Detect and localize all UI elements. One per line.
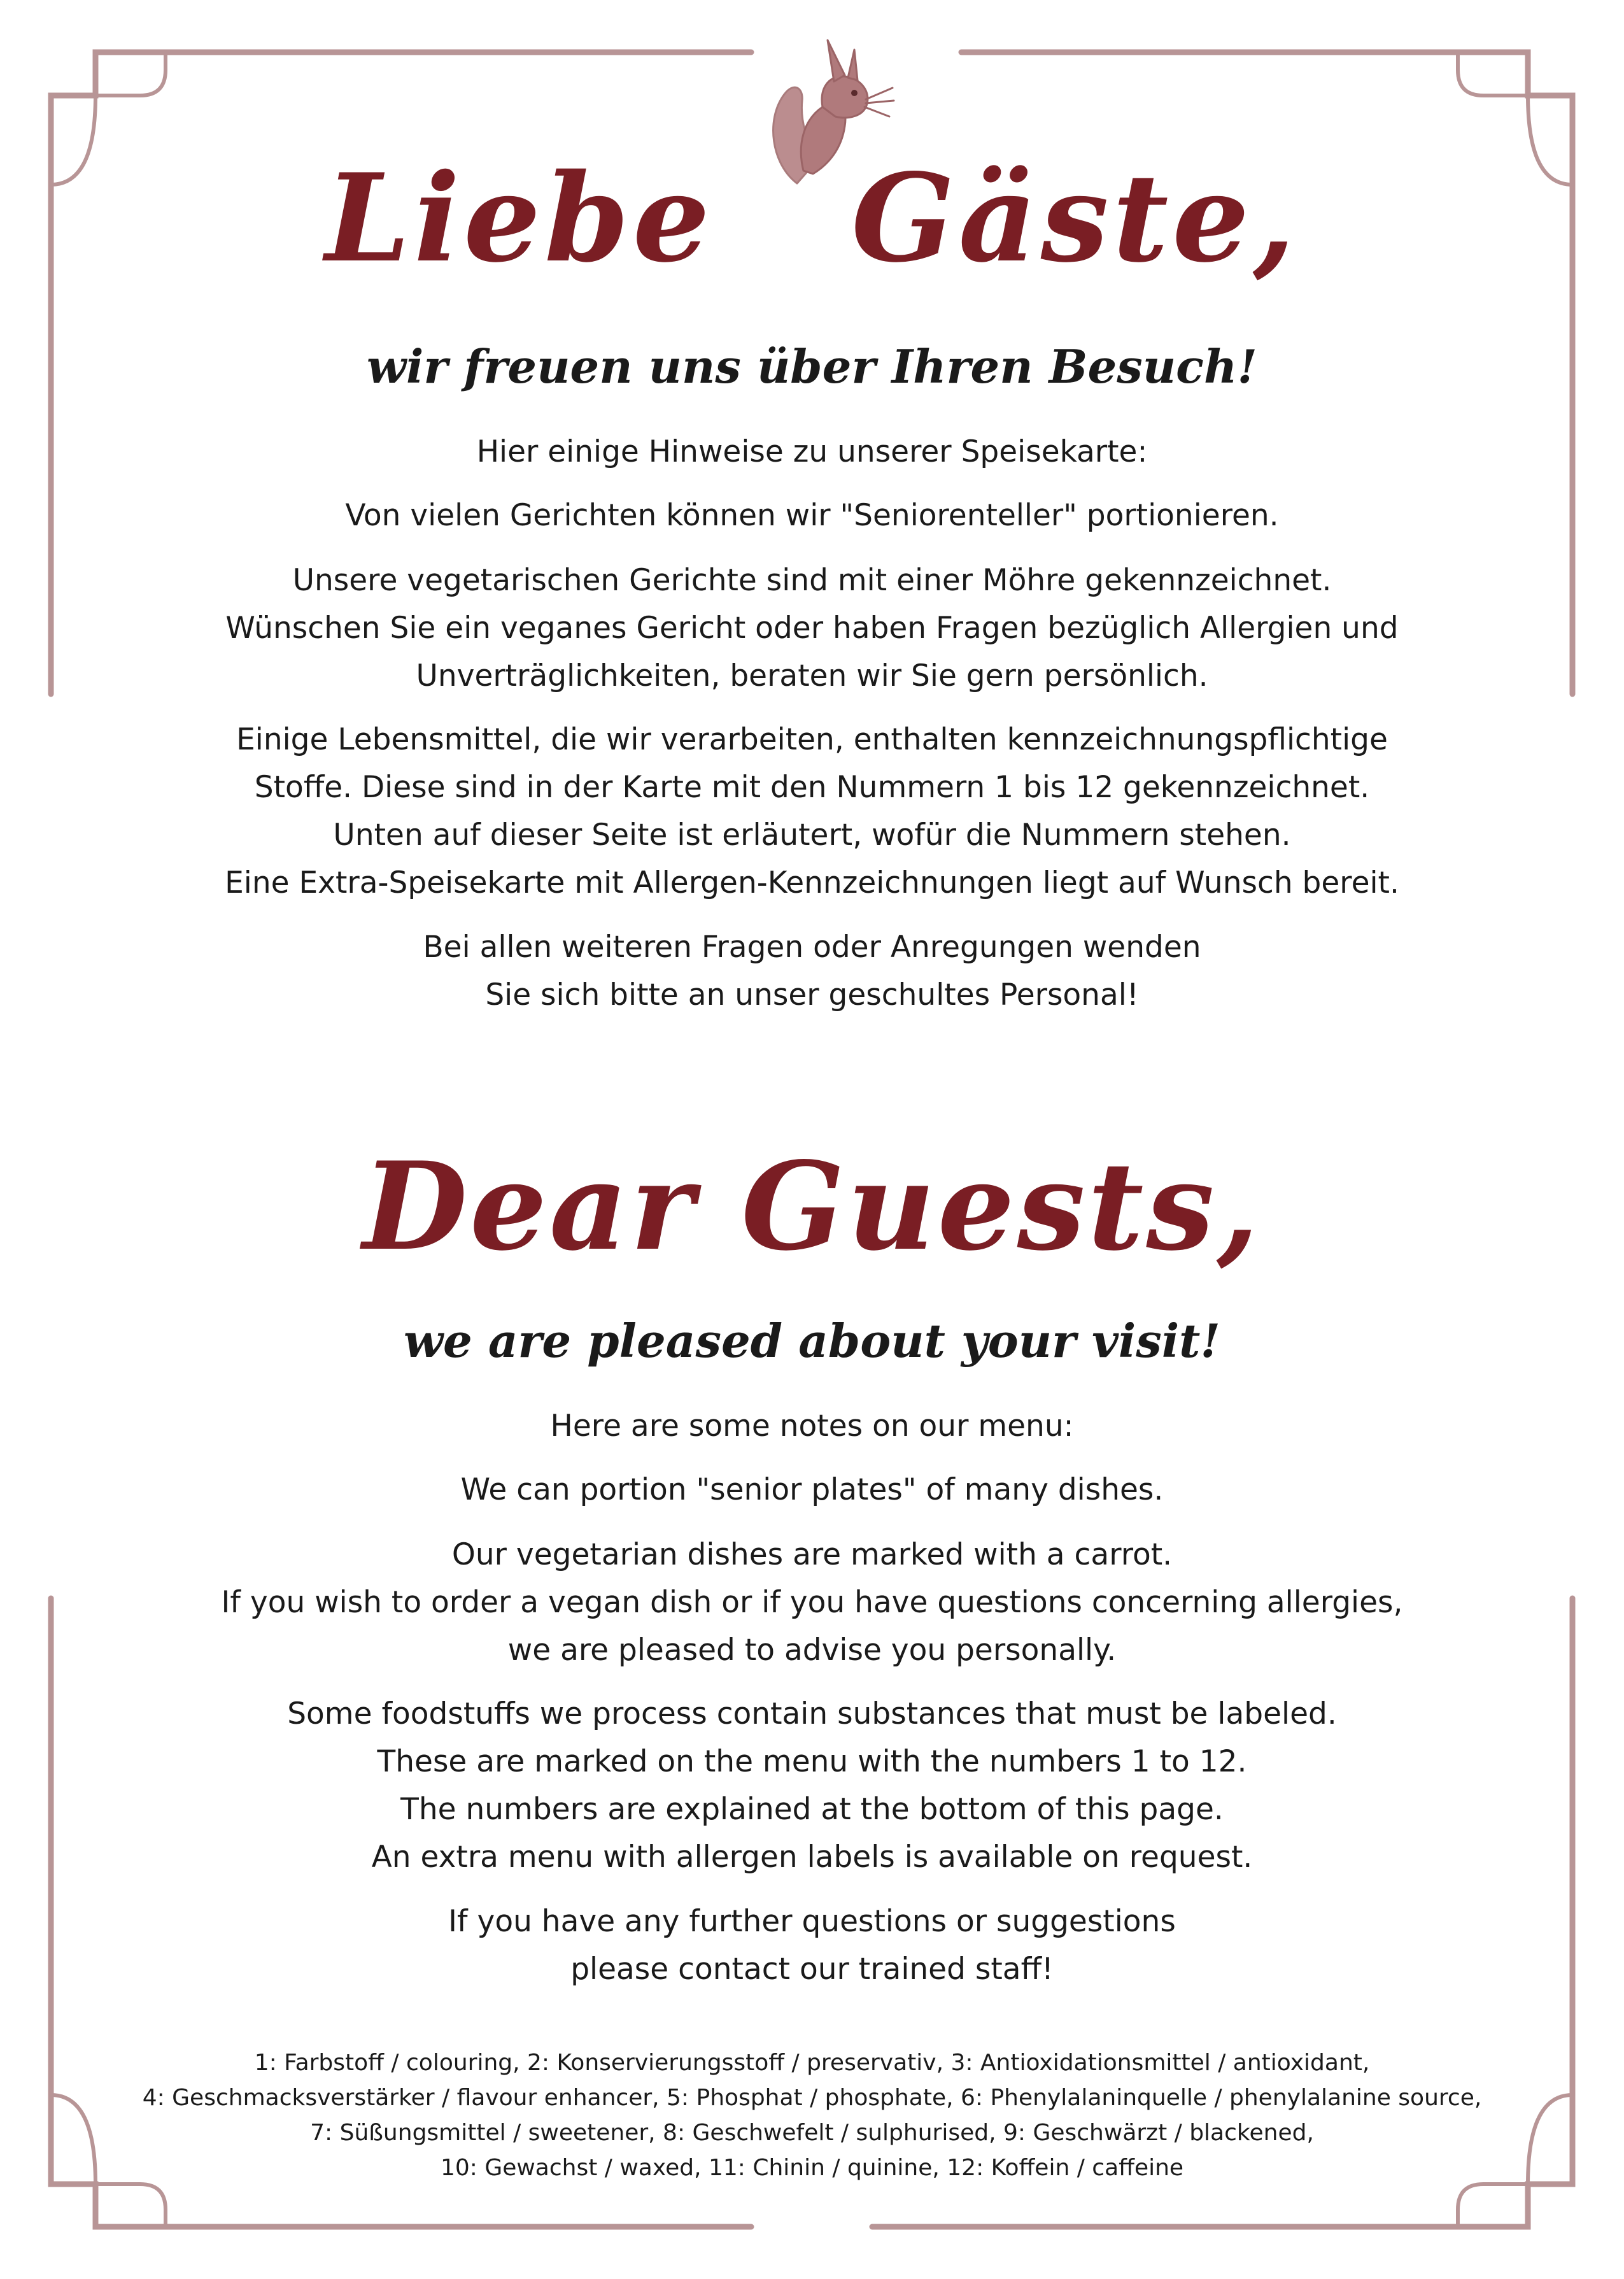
english-contact: If you have any further questions or suggestions please contact our trained staff! xyxy=(448,1904,1176,1987)
footnote-line: 4: Geschmacksverstärker / flavour enhancer, 5: Phosphat / phosphate, 6: Phenylalaninquelle / phenylalanine source, xyxy=(142,2085,1482,2111)
english-vegetarian: Our vegetarian dishes are marked with a carrot. If you wish to order a vegan dish or if you have questions concerning allergies, we are pleased to advise you personally. xyxy=(221,1537,1403,1668)
english-title: Dear Guests, xyxy=(362,1135,1262,1277)
german-senior: Von vielen Gerichten können wir "Seniorenteller" portionieren. xyxy=(345,498,1279,533)
german-additives: Einige Lebensmittel, die wir verarbeiten, enthalten kennzeichnungspflichtige Stoffe. Diese sind in der Karte mit den Nummern 1 bis 12 gekennzeichnet. Unten auf dieser Seite ist erläutert, wofür die Nummern stehen. Eine Extra-Speisekarte mit Allergen-Kennzeichnungen liegt auf Wunsch bereit. xyxy=(225,722,1399,900)
german-contact: Bei allen weiteren Fragen oder Anregungen wenden Sie sich bitte an unser geschultes Personal! xyxy=(423,930,1201,1012)
additives-footnotes xyxy=(0,2045,1624,2185)
english-intro: Here are some notes on our menu: xyxy=(550,1409,1074,1444)
german-intro: Hier einige Hinweise zu unserer Speisekarte: xyxy=(476,434,1148,469)
footnote-line: 10: Gewachst / waxed, 11: Chinin / quinine, 12: Koffein / caffeine xyxy=(440,2155,1184,2181)
footnote-line: 7: Süßungsmittel / sweetener, 8: Geschwefelt / sulphurised, 9: Geschwärzt / blackened, xyxy=(310,2120,1314,2146)
german-subtitle: wir freuen uns über Ihren Besuch! xyxy=(367,339,1257,394)
frame-top-right-inner xyxy=(1458,52,1528,96)
frame-top-left-inner xyxy=(95,52,166,96)
english-senior: We can portion "senior plates" of many dishes. xyxy=(460,1472,1164,1507)
german-title: Liebe Gäste, xyxy=(325,147,1299,289)
frame-bottom-left-inner xyxy=(95,2184,166,2227)
english-subtitle: we are pleased about your visit! xyxy=(403,1314,1221,1368)
footnote-line: 1: Farbstoff / colouring, 2: Konservierungsstoff / preservativ, 3: Antioxidationsmittel / antioxidant, xyxy=(254,2050,1370,2076)
frame-bottom-right-inner xyxy=(1458,2184,1528,2227)
german-vegetarian: Unsere vegetarischen Gerichte sind mit einer Möhre gekennzeichnet. Wünschen Sie ein veganes Gericht oder haben Fragen bezüglich Allergien und Unverträglichkeiten, beraten wir Sie gern persönlich. xyxy=(225,563,1399,693)
english-additives: Some foodstuffs we process contain substances that must be labeled. These are marked on the menu with the numbers 1 to 12. The numbers are explained at the bottom of this page. An extra menu with allergen labels is available on request. xyxy=(287,1696,1337,1875)
